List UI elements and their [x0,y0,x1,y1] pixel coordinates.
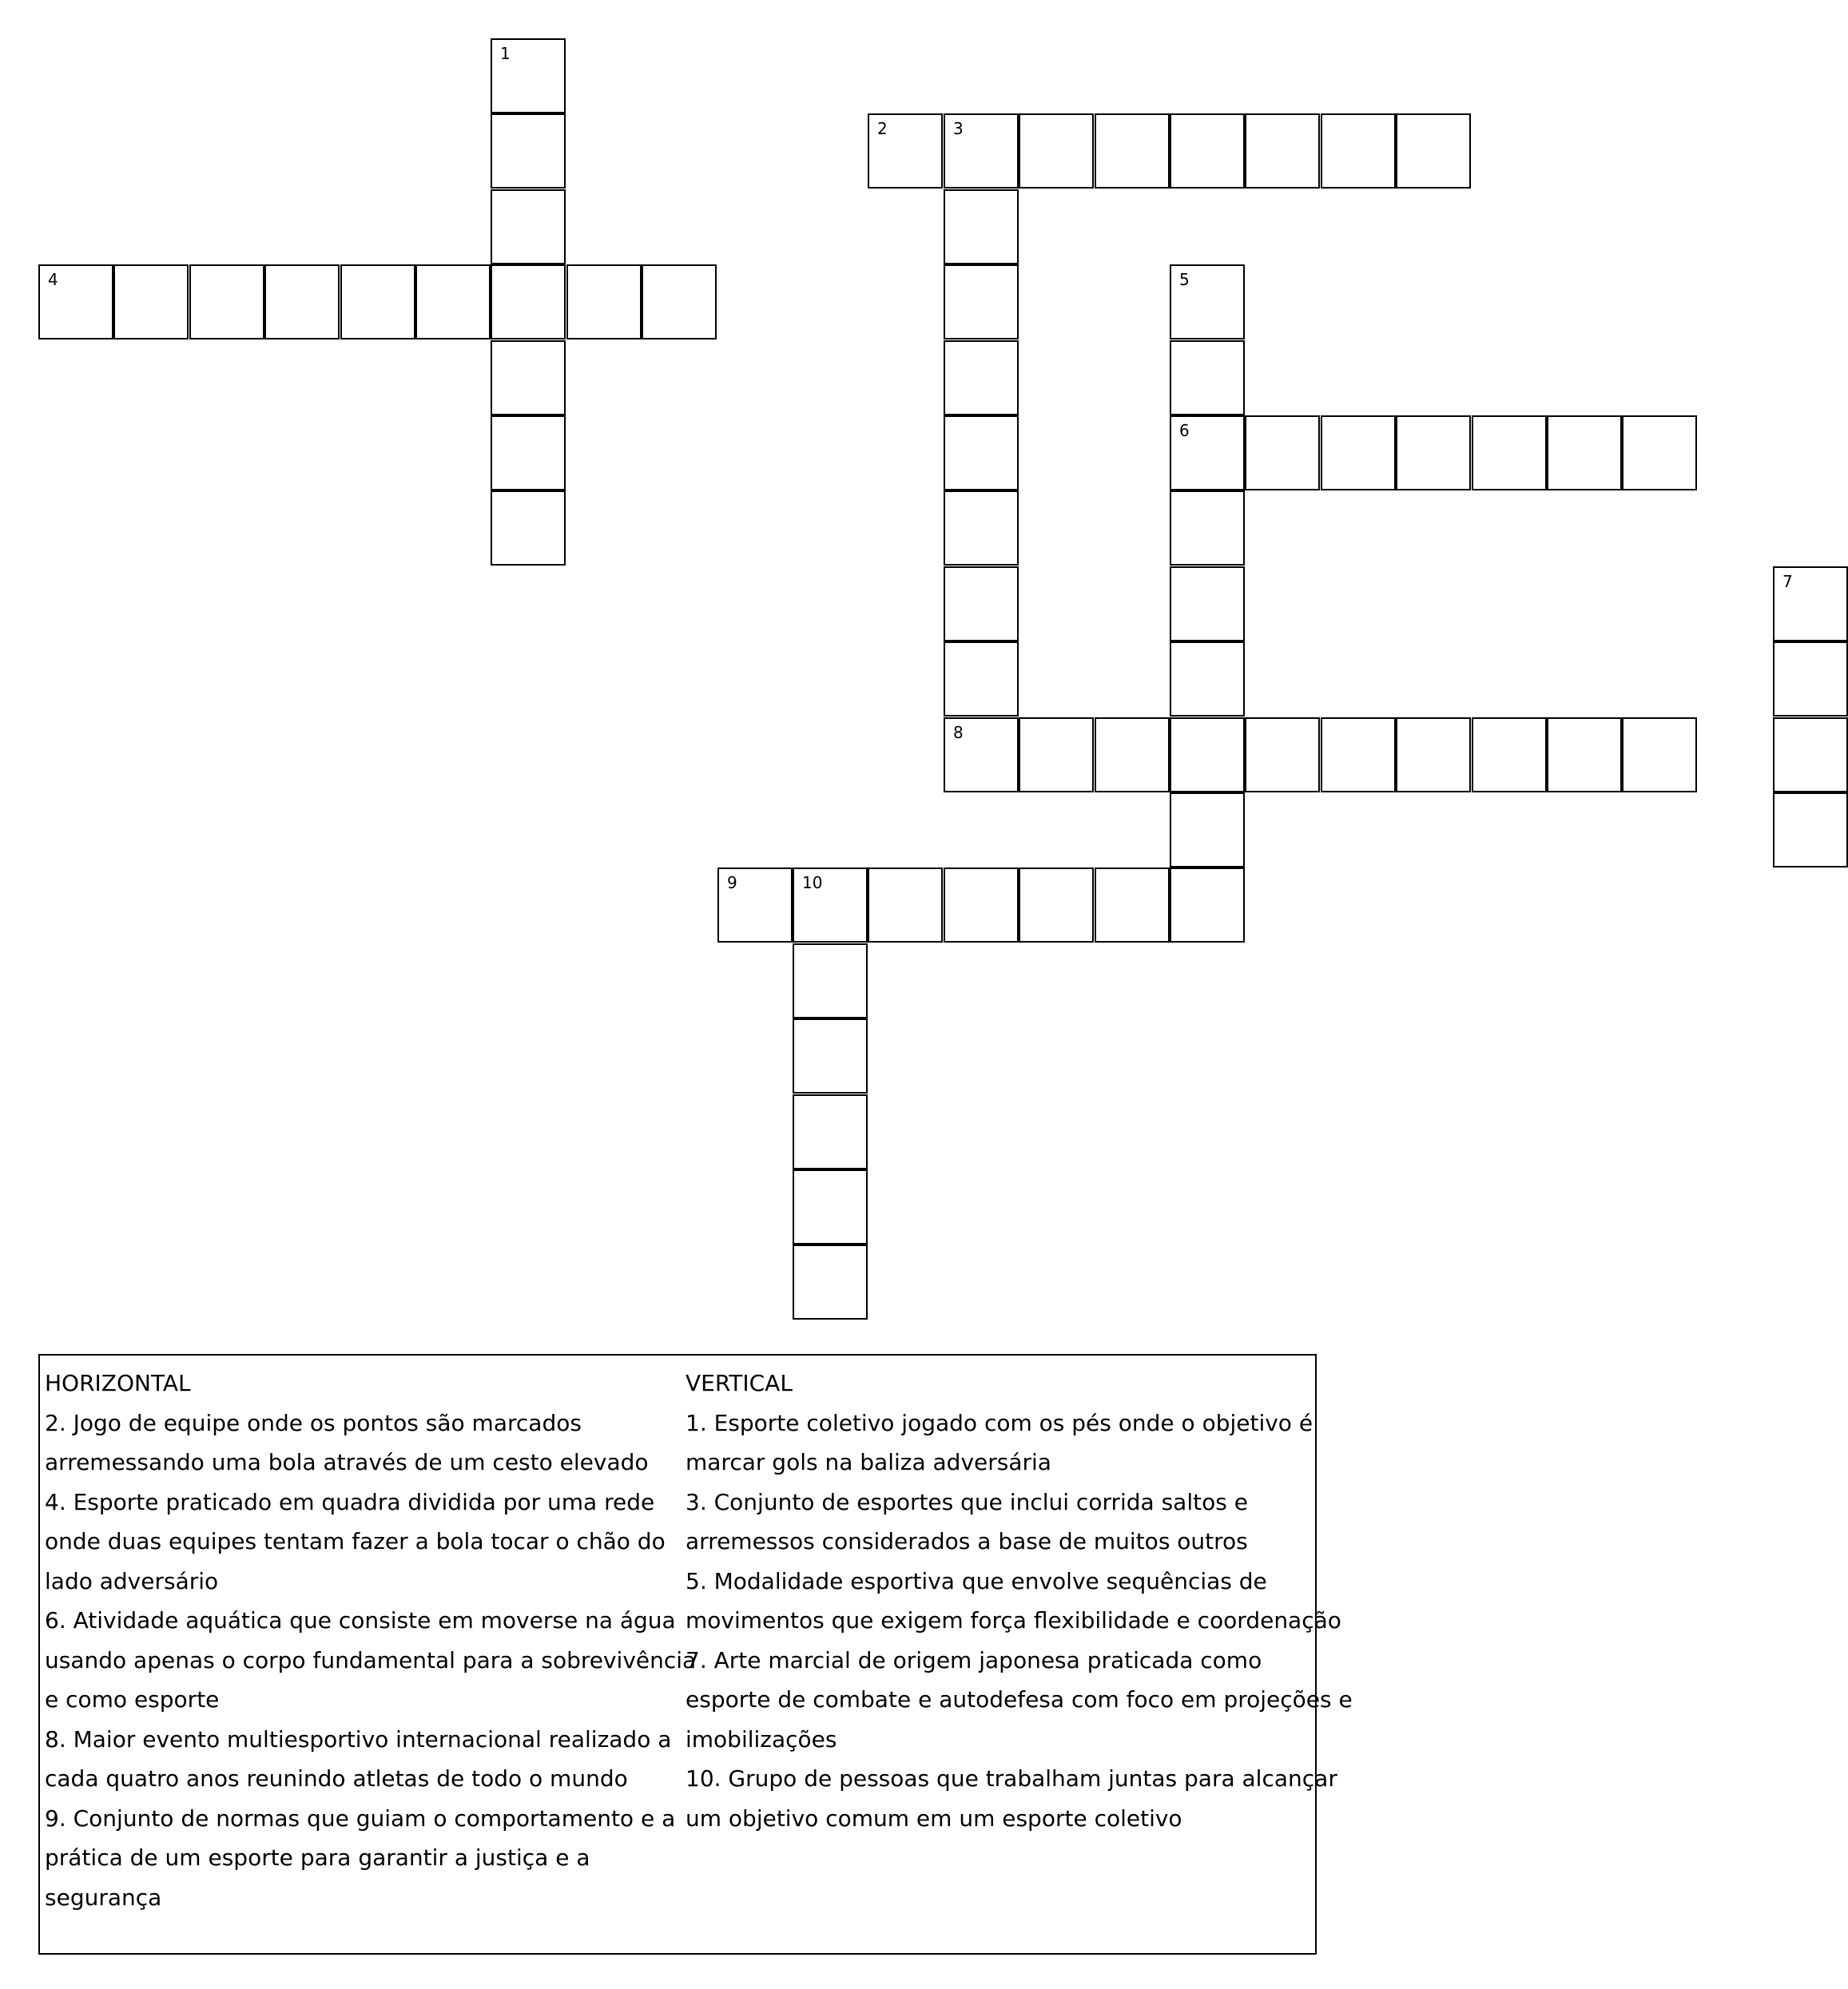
crossword-cell[interactable] [1170,415,1245,490]
clue-line: 10. Grupo de pessoas que trabalham juntas para alcançar [686,1765,1337,1792]
crossword-cell[interactable] [1170,792,1245,867]
crossword-cell[interactable] [491,38,566,113]
crossword-cell[interactable] [1321,415,1396,490]
crossword-cell[interactable] [1245,717,1320,792]
crossword-cell[interactable] [717,867,793,943]
clue-number: 5 [1179,270,1190,289]
horizontal-heading: HORIZONTAL [45,1370,191,1396]
crossword-cell[interactable] [1170,641,1245,717]
crossword-cell[interactable] [1773,792,1848,867]
crossword-cell[interactable] [1396,717,1471,792]
crossword-cell[interactable] [1170,113,1245,189]
crossword-cell[interactable] [1472,717,1547,792]
crossword-cell[interactable] [491,415,566,490]
crossword-cell[interactable] [1245,415,1320,490]
crossword-cell[interactable] [1547,717,1622,792]
crossword-cell[interactable] [491,189,566,264]
crossword-cell[interactable] [1095,867,1170,943]
clue-line: 9. Conjunto de normas que guiam o comportamento e a [45,1804,676,1832]
crossword-cell[interactable] [1245,113,1320,189]
crossword-cell[interactable] [793,943,868,1018]
crossword-cell[interactable] [1773,717,1848,792]
clue-number: 6 [1179,421,1190,440]
crossword-cell[interactable] [113,264,189,339]
clue-line: imobilizações [686,1725,837,1753]
crossword-cell[interactable] [944,641,1019,717]
clues-box [38,1354,1353,1955]
crossword-cell[interactable] [1622,717,1697,792]
clue-line: 5. Modalidade esportiva que envolve sequências de [686,1567,1267,1594]
crossword-cell[interactable] [1095,113,1170,189]
clue-line: 2. Jogo de equipe onde os pontos são marcados [45,1409,582,1436]
clue-line: cada quatro anos reunindo atletas de todo o mundo [45,1765,628,1792]
clue-line: 1. Esporte coletivo jogado com os pés onde o objetivo é [686,1409,1313,1436]
crossword-cell[interactable] [38,264,113,339]
crossword-cell[interactable] [1019,113,1094,189]
crossword-cell[interactable] [1170,490,1245,566]
crossword-cell[interactable] [1170,717,1245,792]
clue-line: segurança [45,1884,162,1911]
crossword-cell[interactable] [1170,867,1245,943]
clue-line: arremessando uma bola através de um cesto elevado [45,1449,649,1475]
crossword-cell[interactable] [1170,340,1245,415]
crossword-cell[interactable] [944,340,1019,415]
crossword-cell[interactable] [868,113,943,189]
clue-number: 8 [953,723,964,742]
crossword-cell[interactable] [793,867,868,943]
clue-line: arremessos considerados a base de muitos outros [686,1528,1248,1554]
clue-line: usando apenas o corpo fundamental para a sobrevivência [45,1646,697,1673]
clue-number: 2 [877,119,888,138]
clue-line: movimentos que exigem força flexibilidade e coordenação [686,1607,1341,1634]
crossword-cell[interactable] [793,1245,868,1320]
clue-line: e como esporte [45,1686,220,1713]
crossword-cell[interactable] [793,1018,868,1094]
crossword-cell[interactable] [944,717,1019,792]
clue-line: prática de um esporte para garantir a justiça e a [45,1844,590,1871]
crossword-cell[interactable] [1321,113,1396,189]
clue-line: 7. Arte marcial de origem japonesa praticada como [686,1646,1262,1673]
crossword-cell[interactable] [491,340,566,415]
crossword-cell[interactable] [415,264,491,339]
crossword-cell[interactable] [1170,264,1245,339]
crossword-cell[interactable] [944,566,1019,641]
crossword-cell[interactable] [340,264,415,339]
crossword-cell[interactable] [1773,566,1848,641]
crossword-cell[interactable] [944,490,1019,566]
crossword-cell[interactable] [264,264,340,339]
crossword-cell[interactable] [793,1169,868,1245]
crossword-cell[interactable] [793,1094,868,1169]
crossword-cell[interactable] [491,113,566,189]
clue-line: 6. Atividade aquática que consiste em moverse na água [45,1607,676,1634]
crossword-cell[interactable] [642,264,717,339]
clue-line: 4. Esporte praticado em quadra dividida por uma rede [45,1488,655,1515]
crossword-cell[interactable] [1396,113,1471,189]
crossword-cell[interactable] [944,264,1019,339]
crossword-cell[interactable] [1019,717,1094,792]
clue-number: 10 [802,873,823,892]
clue-number: 7 [1782,572,1793,591]
clue-line: um objetivo comum em um esporte coletivo [686,1804,1182,1832]
crossword-cell[interactable] [1547,415,1622,490]
crossword-cell[interactable] [189,264,264,339]
crossword-cell[interactable] [491,490,566,566]
clue-line: 8. Maior evento multiesportivo internacional realizado a [45,1725,672,1753]
crossword-cell[interactable] [1019,867,1094,943]
crossword-cell[interactable] [1170,566,1245,641]
clue-number: 3 [953,119,964,138]
crossword-cell[interactable] [944,415,1019,490]
crossword-cell[interactable] [1095,717,1170,792]
crossword-cell[interactable] [944,113,1019,189]
crossword-cell[interactable] [1622,415,1697,490]
clue-number: 1 [500,44,511,63]
clue-line: esporte de combate e autodefesa com foco em projeções e [686,1686,1353,1713]
crossword-cell[interactable] [1321,717,1396,792]
clue-line: 3. Conjunto de esportes que inclui corrida saltos e [686,1488,1248,1515]
clue-line: lado adversário [45,1567,219,1594]
crossword-cell[interactable] [1773,641,1848,717]
clue-number: 9 [727,873,737,892]
crossword-cell[interactable] [944,189,1019,264]
crossword-cell[interactable] [1472,415,1547,490]
clue-line: marcar gols na baliza adversária [686,1449,1051,1475]
vertical-clues [686,1364,1353,1838]
crossword-cell[interactable] [566,264,642,339]
crossword-cell[interactable] [944,867,1019,943]
clue-number: 4 [48,270,58,289]
crossword-cell[interactable] [1396,415,1471,490]
vertical-heading: VERTICAL [686,1370,793,1396]
crossword-cell[interactable] [491,264,566,339]
horizontal-clues [45,1364,697,1917]
crossword-cell[interactable] [868,867,943,943]
clue-line: onde duas equipes tentam fazer a bola tocar o chão do [45,1528,666,1554]
